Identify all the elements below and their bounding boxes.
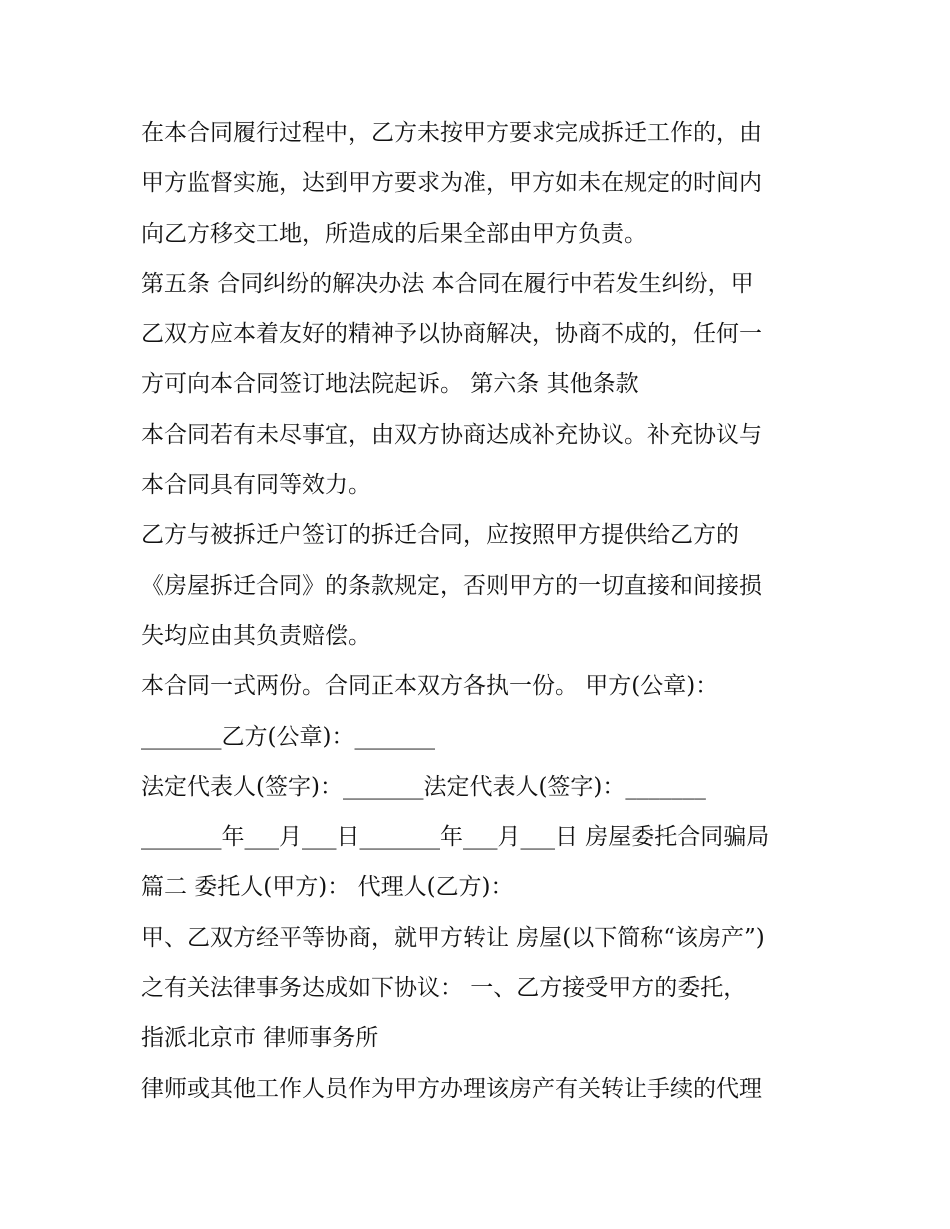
text-line: 甲方监督实施，达到甲方要求为准，甲方如未在规定的时间内: [141, 170, 762, 197]
text-line: 失均应由其负责赔偿。: [141, 622, 371, 649]
text-line: 乙方与被拆迁户签订的拆迁合同，应按照甲方提供给乙方的: [141, 522, 739, 549]
text-line: 乙双方应本着友好的精神予以协商解决，协商不成的，任何一: [141, 321, 762, 348]
signature-line: _______乙方(公章)：_______: [141, 723, 435, 750]
signature-line: 法定代表人(签字)：_______法定代表人(签字)：_______: [141, 773, 706, 800]
text-line: 向乙方移交工地，所造成的后果全部由甲方负责。: [141, 220, 647, 247]
document-body: [141, 108, 821, 1114]
text-line: 方可向本合同签订地法院起诉。 第六条 其他条款: [141, 371, 639, 398]
text-line: 第五条 合同纠纷的解决办法 本合同在履行中若发生纠纷，甲: [141, 270, 754, 297]
text-line: 之有关法律事务达成如下协议： 一、乙方接受甲方的委托，: [141, 975, 747, 1002]
text-line: 律师或其他工作人员作为甲方办理该房产有关转让手续的代理: [141, 1075, 762, 1102]
text-line: 本合同具有同等效力。: [141, 472, 371, 499]
text-line: 本合同若有未尽事宜，由双方协商达成补充协议。补充协议与: [141, 421, 762, 448]
text-line: 篇二 委托人(甲方)： 代理人(乙方)：: [141, 874, 514, 901]
text-line: 《房屋拆迁合同》的条款规定，否则甲方的一切直接和间接损: [141, 572, 762, 599]
text-line: 在本合同履行过程中，乙方未按甲方要求完成拆迁工作的，由: [141, 120, 762, 146]
date-line: _______年___月___日_______年___月___日 房屋委托合同骗局: [141, 824, 770, 851]
text-line: 本合同一式两份。合同正本双方各执一份。 甲方(公章)：: [141, 673, 719, 700]
text-line: 指派北京市 律师事务所: [141, 1025, 379, 1052]
text-line: 甲、乙双方经平等协商，就甲方转让 房屋(以下简称“该房产”): [141, 924, 765, 951]
